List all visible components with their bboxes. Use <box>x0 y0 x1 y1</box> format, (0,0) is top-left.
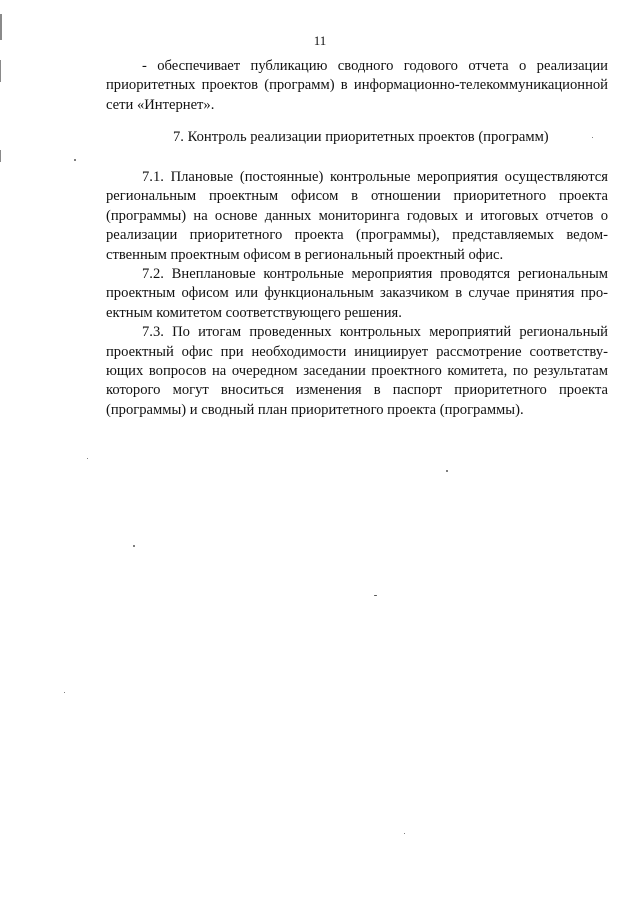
section-body <box>106 168 608 420</box>
page-number: 11 <box>313 33 327 48</box>
scan-speck <box>592 137 593 138</box>
paragraph-7-2: 7.2. Внеплановые контрольные мероприятия проводятся региональным проектным офисом или функциональным заказчиком в случае принятия проектным комитетом соответствующего решения. <box>106 266 608 321</box>
scan-speck <box>74 159 76 161</box>
scan-edge-mark <box>0 60 1 82</box>
scan-speck <box>374 595 377 596</box>
scan-edge-mark <box>0 150 1 162</box>
scan-speck <box>133 545 135 547</box>
scan-speck <box>64 692 65 693</box>
scan-speck <box>404 833 405 834</box>
paragraph-7-3: 7.3. По итогам проведенных контрольных мероприятий региональный проектный офис при необходимости инициирует рассмотрение соответствующих вопросов на очередном заседании проектного комитета, по результатам которого могут вноситься изменения в паспорт приоритетного проекта (программы) и сводный план приоритетного проекта (программы). <box>106 324 608 418</box>
paragraph-7-1: 7.1. Плановые (постоянные) контрольные мероприятия осуществляются региональным проектным офисом в отношении приоритетного проекта (программы) на основе данных мониторинга годовых и итоговых отчетов о реализации приоритетного проекта (программы), представляемых ведомственным проектным офисом в региональный проектный офис. <box>106 169 608 263</box>
intro-block <box>106 57 608 115</box>
section-heading: 7. Контроль реализации приоритетных проектов (программ) <box>173 129 549 145</box>
bullet-paragraph: - обеспечивает публикацию сводного годового отчета о реализации приоритетных проектов (программ) в информационно-телекоммуникационной сети «Интернет». <box>106 58 608 113</box>
scan-speck <box>446 470 448 472</box>
scan-speck <box>87 458 88 459</box>
